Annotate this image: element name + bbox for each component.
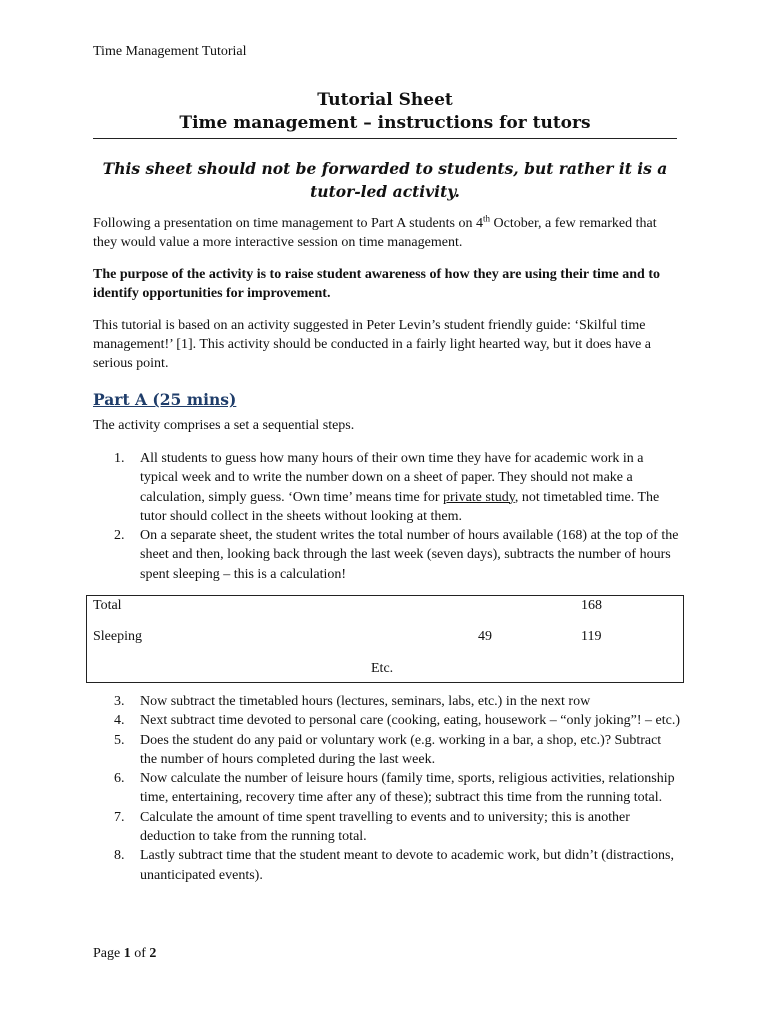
- list-number: 1.: [114, 451, 125, 466]
- purpose-paragraph: The purpose of the activity is to raise student awareness of how they are using their time and to identify opportunities for improvement.: [93, 267, 660, 301]
- steps-list-first: [114, 449, 680, 584]
- part-a-lead: The activity comprises a set a sequential steps.: [93, 418, 355, 433]
- ordinal-suffix: th: [483, 213, 491, 224]
- title-divider: [93, 138, 677, 139]
- private-study-term: private study: [443, 489, 515, 505]
- page-label: Page: [93, 946, 124, 961]
- tutor-warning: This sheet should not be forwarded to students, but rather it is a tutor-led activity.: [102, 159, 668, 201]
- list-text: On a separate sheet, the student writes the total number of hours available (168) at the top of the sheet and then, looking back through the last week (seven days), subtracts the number of hours spent sleeping – this is a calculation!: [140, 528, 679, 582]
- list-number: 7.: [114, 809, 125, 825]
- etc-label: Etc.: [371, 661, 394, 676]
- list-number: 6.: [114, 771, 125, 787]
- hours-calculation-table: [86, 595, 684, 683]
- intro-paragraph: [93, 214, 677, 252]
- title-line-1: Tutorial Sheet: [317, 90, 453, 110]
- list-item: [114, 692, 680, 711]
- list-text: Now subtract the timetabled hours (lectures, seminars, labs, etc.) in the next row: [140, 694, 591, 709]
- running-header: Time Management Tutorial: [93, 44, 247, 59]
- list-text: All students to guess how many hours of their own time they have for academic work in a typical week and to write the number down on a sheet of paper. They should not make a calculation, simply guess. ‘Own time’ means time for: [140, 451, 644, 505]
- list-item: [114, 449, 680, 526]
- of-label: of: [130, 946, 150, 961]
- list-item: [114, 711, 680, 730]
- list-number: 3.: [114, 694, 125, 709]
- current-page-number: 1: [123, 946, 131, 961]
- document-title: [93, 89, 677, 135]
- page-footer: [93, 946, 156, 962]
- list-text: Does the student do any paid or voluntary work (e.g. working in a bar, a shop, etc.)? Subtract the number of hours completed during the last week.: [140, 732, 662, 767]
- list-item: [114, 846, 680, 885]
- list-item: [114, 731, 680, 770]
- source-paragraph: This tutorial is based on an activity suggested in Peter Levin’s student friendly guide: ‘Skilful time management!’ [1]. This activity should be conducted in a fairly light hearted way, but it does have a serious point.: [93, 318, 652, 371]
- intro-text-start: Following a presentation on time management to Part A students on 4: [93, 216, 484, 231]
- title-line-2: Time management – instructions for tutors: [179, 113, 591, 133]
- list-text: Calculate the amount of time spent travelling to events and to university; this is another deduction to take from the running total.: [140, 809, 630, 845]
- total-label: Total: [93, 598, 122, 613]
- list-text: Now calculate the number of leisure hours (family time, sports, religious activities, relationship time, entertaining, recovery time after any of these); subtract this time from the running total.: [140, 771, 675, 806]
- list-number: 5.: [114, 732, 125, 748]
- intro-text-end: October, a few remarked that they would value a more interactive session on time management.: [93, 216, 657, 250]
- part-a-heading: Part A (25 mins): [93, 390, 237, 409]
- list-item: [114, 808, 680, 847]
- list-number: 4.: [114, 713, 125, 729]
- steps-list-second: [114, 692, 680, 885]
- total-value: 168: [581, 598, 602, 613]
- sleeping-label: Sleeping: [93, 629, 142, 644]
- sleeping-hours: 49: [478, 629, 492, 644]
- list-text: Lastly subtract time that the student meant to devote to academic work, but didn’t (distractions, unanticipated events).: [140, 848, 674, 883]
- list-item: [114, 526, 680, 584]
- sleeping-running-total: 119: [581, 629, 602, 644]
- total-pages-number: 2: [149, 946, 157, 961]
- list-text: Next subtract time devoted to personal care (cooking, eating, housework – “only joking”! – etc.): [140, 713, 680, 729]
- list-number: 8.: [114, 848, 125, 864]
- list-number: 2.: [114, 528, 125, 544]
- list-text-end: , not timetabled time. The tutor should collect in the sheets without looking at them.: [140, 489, 660, 524]
- list-item: [114, 769, 680, 808]
